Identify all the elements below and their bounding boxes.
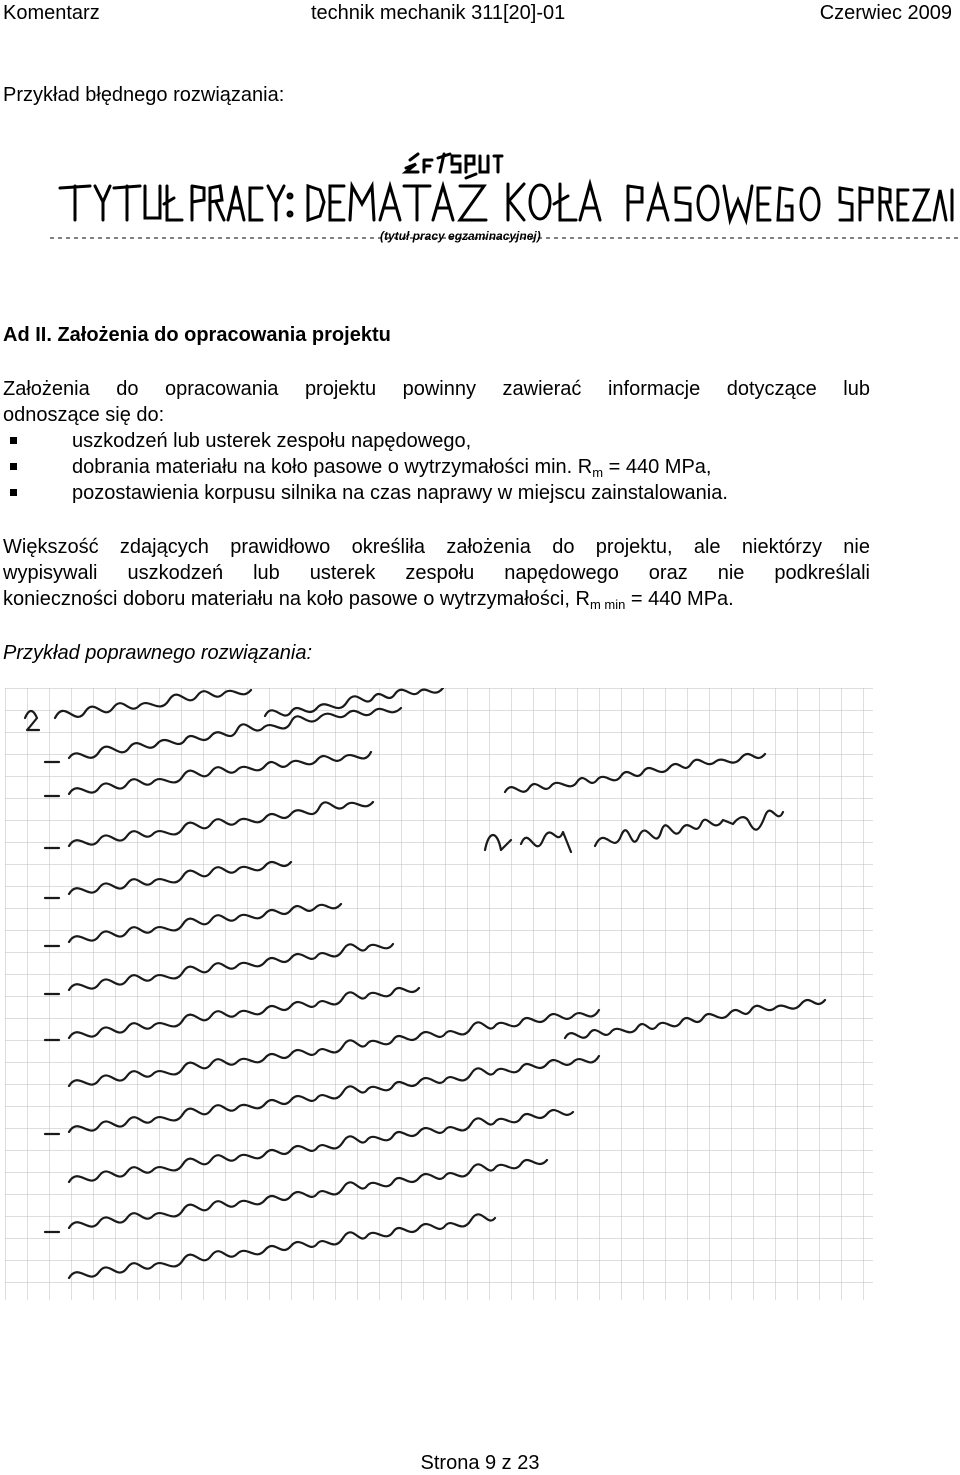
header-left: Komentarz — [3, 2, 100, 24]
bullet-marker — [10, 463, 17, 470]
intro-line-1: Założenia do opracowania projektu powinny zawierać informacje dotyczące lub — [3, 378, 870, 400]
handwritten-title-scan — [40, 140, 960, 255]
handwritten-answer-scan — [5, 688, 873, 1300]
page-header — [0, 2, 960, 32]
bullet-marker — [10, 437, 17, 444]
example-correct-label: Przykład poprawnego rozwiązania: — [3, 642, 313, 664]
header-right: Czerwiec 2009 — [819, 2, 952, 24]
intro-line-2: odnoszące się do: — [3, 404, 165, 426]
bullet-marker — [10, 489, 17, 496]
bullet-item-1: uszkodzeń lub usterek zespołu napędowego, — [72, 430, 472, 452]
title-note: (tytuł pracy egzaminacyjnej) — [380, 229, 541, 243]
bullet-item-2: dobrania materiału na koło pasowe o wytrzymałości min. $R_m = 440$ MPa, — [72, 456, 712, 480]
comment-line-1: Większość zdających prawidłowo określiła założenia do projektu, ale niektórzy nie — [3, 536, 870, 558]
comment-line-3: konieczności doboru materiału na koło pasowe o wytrzymałości, $R_{m min} = 440$ MPa. — [3, 588, 734, 612]
header-center: technik mechanik 311[20]-01 — [311, 2, 566, 24]
example-wrong-label: Przykład błędnego rozwiązania: — [3, 84, 285, 106]
section-title: Ad II. Założenia do opracowania projektu — [3, 324, 391, 346]
page-footer: Strona 9 z 23 — [420, 1452, 540, 1474]
bullet-item-3: pozostawienia korpusu silnika na czas naprawy w miejscu zainstalowania. — [72, 482, 728, 504]
comment-line-2: wypisywali uszkodzeń lub usterek zespołu napędowego oraz nie podkreślali — [3, 562, 870, 584]
